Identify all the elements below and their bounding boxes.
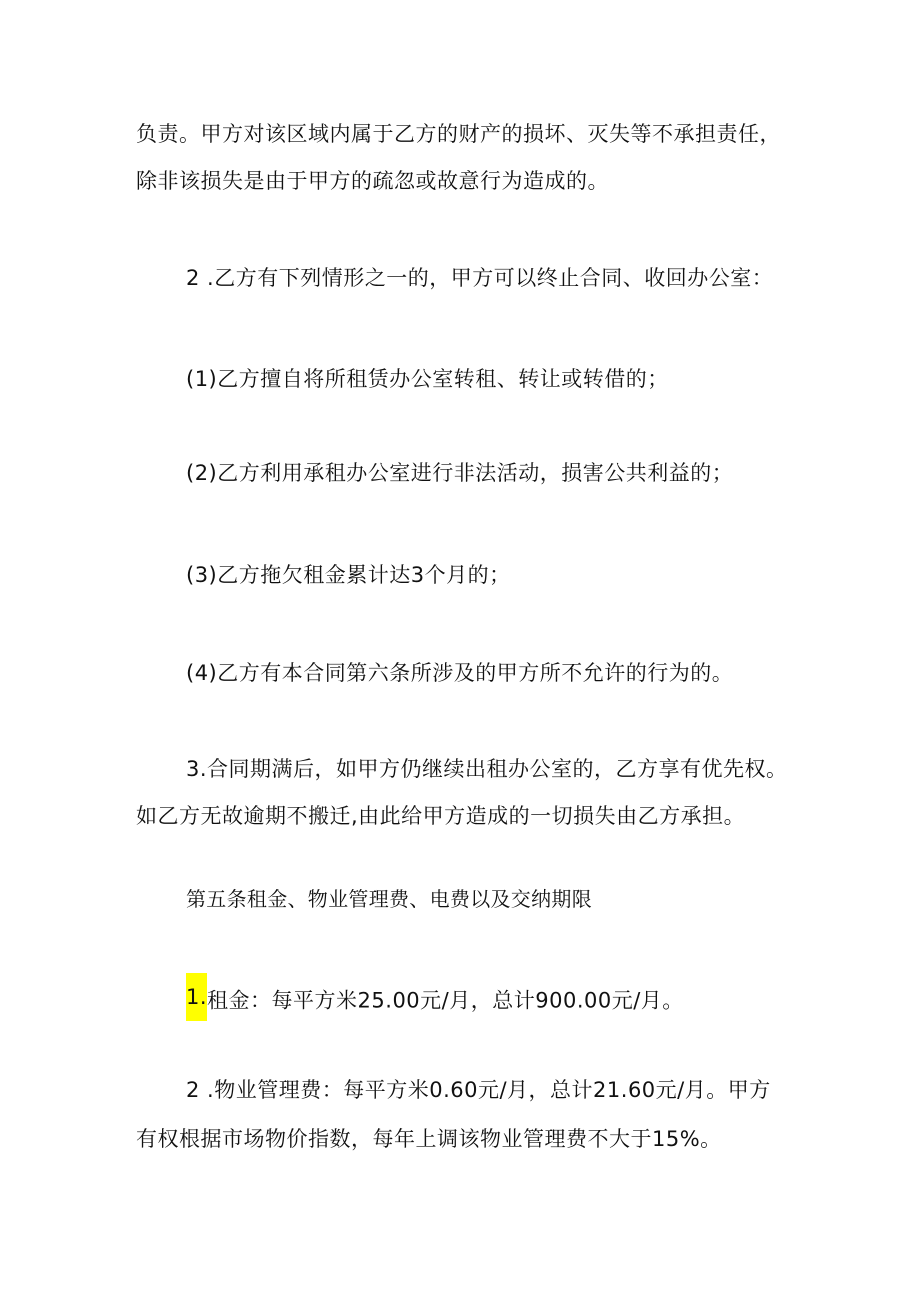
clause-2-item-1: (1)乙方擅自将所租赁办公室转租、转让或转借的；	[186, 367, 669, 391]
highlighted-number: 1.	[186, 973, 207, 1021]
clause-3-line-1: 3.合同期满后，如甲方仍继续出租办公室的，乙方享有优先权。	[186, 757, 788, 781]
clause-2-item-2: (2)乙方利用承租办公室进行非法活动，损害公共利益的；	[186, 461, 734, 485]
management-fee-line-1: 2 .物业管理费：每平方米0.60元/月，总计21.60元/月。甲方	[186, 1078, 771, 1102]
clause-3-line-2: 如乙方无故逾期不搬迁,由此给甲方造成的一切损失由乙方承担。	[136, 804, 746, 828]
clause-2-termination: 2 .乙方有下列情形之一的，甲方可以终止合同、收回办公室：	[186, 266, 774, 290]
clause-2-item-3: (3)乙方拖欠租金累计达3个月的；	[186, 563, 511, 587]
paragraph-1-line-1: 负责。甲方对该区域内属于乙方的财产的损坏、灭失等不承担责任，	[136, 122, 781, 146]
rent-clause-text: 租金：每平方米25.00元/月，总计900.00元/月。	[207, 988, 684, 1013]
clause-2-item-4: (4)乙方有本合同第六条所涉及的甲方所不允许的行为的。	[186, 661, 734, 685]
management-fee-line-2: 有权根据市场物价指数，每年上调该物业管理费不大于15%。	[136, 1127, 722, 1151]
article-5-heading: 第五条租金、物业管理费、电费以及交纳期限	[186, 887, 592, 911]
paragraph-1-line-2: 除非该损失是由于甲方的疏忽或故意行为造成的。	[136, 169, 609, 193]
rent-clause	[186, 982, 684, 1021]
